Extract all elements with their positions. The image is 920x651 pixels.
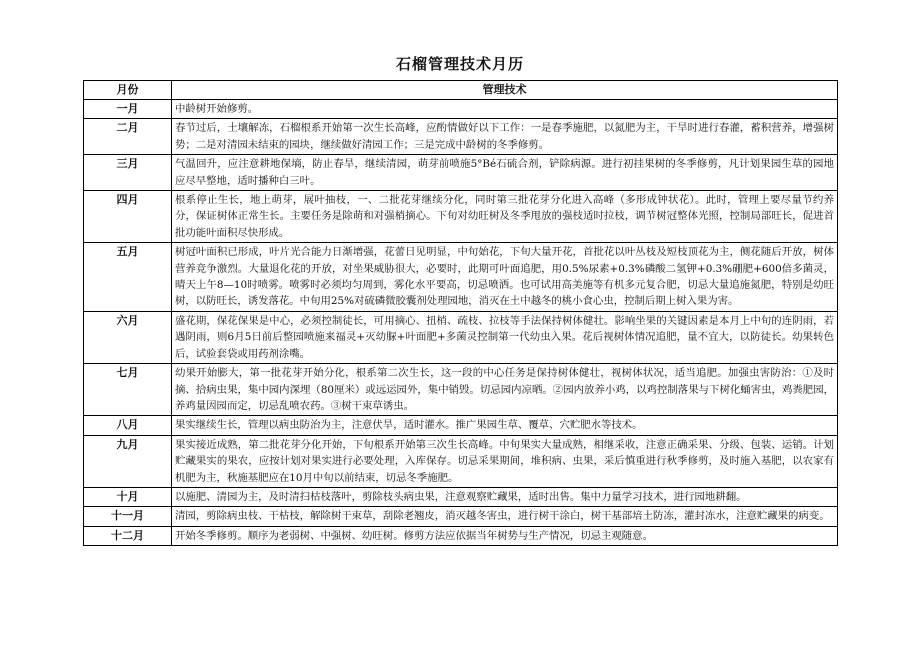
table-row [84, 155, 838, 191]
table-row [84, 311, 838, 363]
tech-cell: 幼果开始膨大，第一批花芽开始分化，根系第二次生长，这一段的中心任务是保持树体健壮，视树体状况，适当追肥。加强虫害防治：①及时摘、拾病虫果，集中园内深埋（80厘米）或远运园外，集中销毁。切忌园内凉晒。②园内放养小鸡，以鸡控制落果与下树化蛹害虫，鸡粪肥园，养鸡量因园而定，切忌乱喷农药。③树干束草诱虫。 [172, 364, 838, 416]
table-row [84, 243, 838, 312]
tech-cell: 根系停止生长，地上萌芽，展叶抽枝，一、二批花芽继续分化，同时第三批花芽分化进入高峰（多形成钟状花）。此时，管理上要尽量节约养分，保证树体正常生长。主要任务是除萌和对强梢摘心。下旬对幼旺树及冬季甩放的强枝适时拉枝，调节树冠整体光照，控制局部旺长，促进首批功能叶面积尽快形成。 [172, 191, 838, 243]
table-row [84, 507, 838, 526]
table-header-row [84, 81, 838, 100]
document-title: 石榴管理技术月历 [395, 55, 524, 73]
tech-cell: 果实继续生长，管理以病虫防治为主，注意伏旱，适时灌水。推广果园生草、覆草、穴贮肥水等技术。 [172, 416, 838, 435]
month-cell: 十一月 [84, 507, 172, 526]
month-cell: 八月 [84, 416, 172, 435]
month-cell: 四月 [84, 191, 172, 243]
month-cell: 三月 [84, 155, 172, 191]
table-row [84, 416, 838, 435]
month-cell: 二月 [84, 119, 172, 155]
table-row [84, 487, 838, 506]
tech-cell: 果实接近成熟，第二批花芽分化开始，下旬根系开始第三次生长高峰。中旬果实大量成熟，相继采收，注意正确采果、分级、包装、运销。计划贮藏果实的果农，应按计划对果实进行必要处理，入库保存。切忌采果期间，堆积病、虫果，采后慎重进行秋季修剪，及时施入基肥，以农家有机肥为主，秋施基肥应在10月中旬以前结束，切忌冬季施肥。 [172, 435, 838, 487]
tech-cell: 春节过后，土壤解冻，石榴根系开始第一次生长高峰，应酌情做好以下工作：一是春季施肥，以氮肥为主，干旱时进行春灌，蓄积营养，增强树势；二是对清园未结束的园块，继续做好清园工作；三是完成中龄树的冬季修剪。 [172, 119, 838, 155]
table-row [84, 119, 838, 155]
month-cell: 十二月 [84, 526, 172, 545]
tech-cell: 盛花期，保花保果是中心，必须控制徒长，可用摘心、扭梢、疏枝、拉枝等手法保持树体健壮。影响坐果的关键因素是本月上中旬的连阴雨，若遇阴雨，则6月5日前后整园喷施来福灵+灭幼脲+叶面肥+多菌灵控制第一代幼虫入果。花后视树体情况追肥，量不宜大，以防徒长。幼果转色后，试验套袋或用药剂涂嘴。 [172, 311, 838, 363]
table-row [84, 435, 838, 487]
month-cell: 六月 [84, 311, 172, 363]
month-cell: 十月 [84, 487, 172, 506]
header-month: 月份 [84, 81, 172, 100]
month-cell: 九月 [84, 435, 172, 487]
tech-cell: 开始冬季修剪。顺序为老弱树、中强树、幼旺树。修剪方法应依据当年树势与生产情况，切忌主观随意。 [172, 526, 838, 545]
tech-cell: 清园，剪除病虫枝、干枯枝，解除树干束草，刮除老翘皮，消灭越冬害虫，进行树干涂白，树干基部培土防冻，灌封冻水，注意贮藏果的病变。 [172, 507, 838, 526]
header-management-tech: 管理技术 [172, 81, 838, 100]
tech-cell: 以施肥、清园为主，及时清扫枯枝落叶，剪除枝头病虫果，注意观察贮藏果，适时出售。集中力量学习技术，进行园地耕翻。 [172, 487, 838, 506]
month-cell: 五月 [84, 243, 172, 312]
tech-cell: 树冠叶面积已形成，叶片光合能力日渐增强，花蕾日见明显，中旬始花，下旬大量开花，首批花以叶丛枝及短枝顶花为主，侧花随后开放，树体营养竞争激烈。大量退化花的开放，对坐果威胁很大，必要时，此期可叶面追肥，用0.5%尿素+0.3%磷酸二氢钾+0.3%硼肥+600倍多菌灵，晴天上午8—10时喷雾。喷雾时必须均匀周到，雾化水平要高，切忌喷洒。也可试用高美施等有机多元复合肥，切忌大量追施氮肥，特别是幼旺树，以防旺长，诱发落花。中旬用25%对硫磷微胶囊剂处理园地，消灭在土中越冬的桃小食心虫，控制后期上树入果为害。 [172, 243, 838, 312]
table-row [84, 191, 838, 243]
tech-cell: 中龄树开始修剪。 [172, 100, 838, 119]
month-cell: 七月 [84, 364, 172, 416]
tech-cell: 气温回升，应注意耕地保墒，防止春旱，继续清园，萌芽前喷施5°Bé石硫合剂，铲除病源。进行初挂果树的冬季修剪，凡计划果园生草的园地应尽早整地，适时播种白三叶。 [172, 155, 838, 191]
management-calendar-table [83, 80, 838, 546]
table-row [84, 100, 838, 119]
table-row [84, 526, 838, 545]
table-row [84, 364, 838, 416]
month-cell: 一月 [84, 100, 172, 119]
